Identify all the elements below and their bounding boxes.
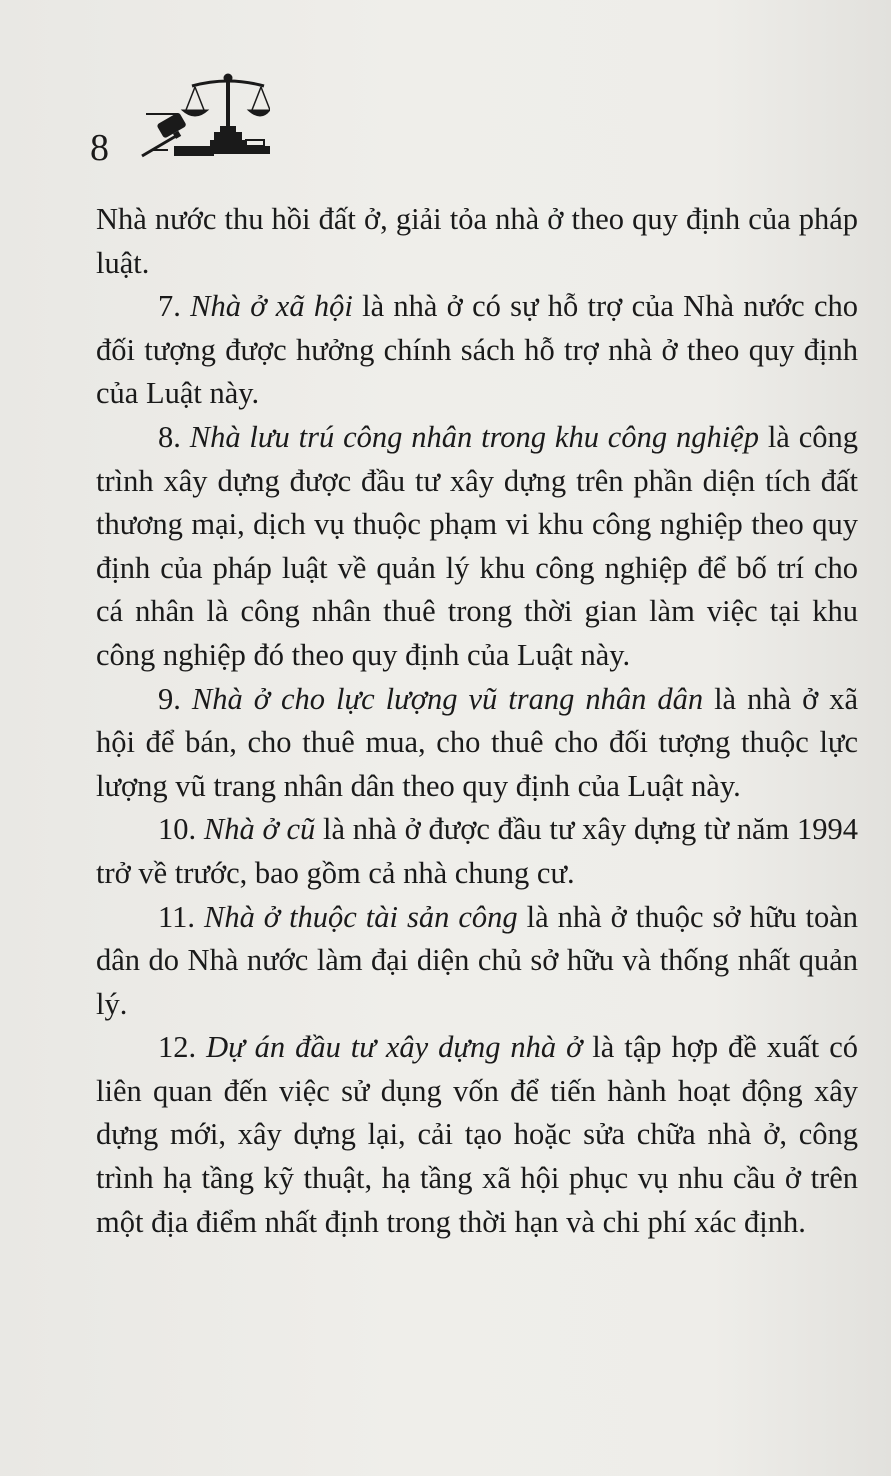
page-header	[90, 70, 290, 170]
definition-text: là công trình xây dựng được đầu tư xây dựng trên phần diện tích đất thương mại, dịch vụ thuộc phạm vi khu công nghiệp theo quy định của pháp luật về quản lý khu công nghiệp để bố trí cho cá nhân là công nhân thuê trong thời gian làm việc tại khu công nghiệp đó theo quy định của Luật này.	[96, 419, 858, 672]
clause-number: 7.	[158, 289, 191, 324]
definition-text: là nhà ở được đầu tư xây dựng từ năm 1994 trở về trước, bao gồm cả nhà chung cư.	[96, 812, 858, 890]
clause-number: 8.	[158, 419, 190, 454]
clause-number: 12.	[158, 1030, 207, 1065]
page-number: 8	[90, 127, 109, 169]
defined-term: Nhà ở cũ	[203, 812, 316, 847]
defined-term: Nhà ở cho lực lượng vũ trang nhân dân	[191, 681, 704, 716]
definition-paragraph	[96, 896, 858, 1027]
defined-term: Nhà ở thuộc tài sản công	[203, 899, 518, 934]
paragraph-continuation: Nhà nước thu hồi đất ở, giải tỏa nhà ở theo quy định của pháp luật.	[96, 202, 858, 280]
definition-paragraph	[96, 678, 858, 809]
defined-term: Nhà ở xã hội	[190, 289, 353, 324]
clause-number: 11.	[158, 899, 204, 934]
article-text	[96, 198, 858, 1244]
defined-term: Dự án đầu tư xây dựng nhà ở	[206, 1030, 583, 1065]
definition-paragraph	[96, 1026, 858, 1244]
defined-term: Nhà lưu trú công nhân trong khu công nghiệp	[189, 419, 759, 454]
definition-text: là nhà ở xã hội để bán, cho thuê mua, cho thuê cho đối tượng thuộc lực lượng vũ trang nhân dân theo quy định của Luật này.	[96, 681, 859, 803]
definition-paragraph	[96, 416, 858, 678]
definition-text: là nhà ở thuộc sở hữu toàn dân do Nhà nước làm đại diện chủ sở hữu và thống nhất quản lý.	[96, 899, 858, 1021]
definition-text: là tập hợp đề xuất có liên quan đến việc sử dụng vốn để tiến hành hoạt động xây dựng mới, xây dựng lại, cải tạo hoặc sửa chữa nhà ở, công trình hạ tầng kỹ thuật, hạ tầng xã hội phục vụ nhu cầu ở trên một địa điểm nhất định trong thời hạn và chi phí xác định.	[96, 1030, 858, 1239]
definition-paragraph	[96, 285, 858, 416]
scales-of-justice-and-gavel-icon	[140, 70, 270, 162]
definition-text: là nhà ở có sự hỗ trợ của Nhà nước cho đối tượng được hưởng chính sách hỗ trợ nhà ở theo quy định của Luật này.	[96, 289, 858, 411]
definition-paragraph	[96, 808, 858, 895]
clause-number: 9.	[158, 681, 192, 716]
clause-number: 10.	[158, 812, 204, 847]
